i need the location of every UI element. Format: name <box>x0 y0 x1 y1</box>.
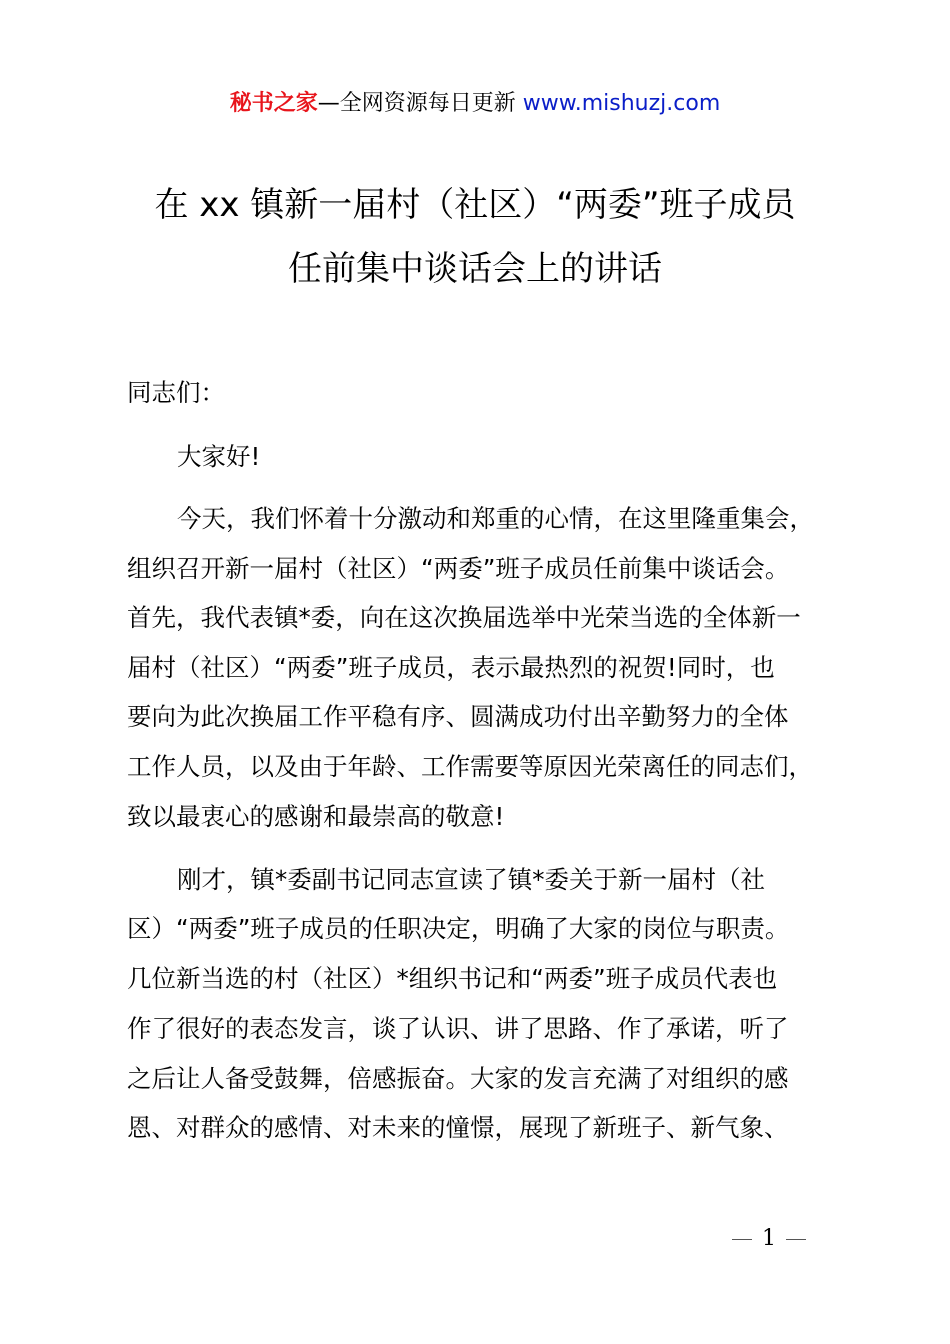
paragraph-line: 工作人员，以及由于年龄、工作需要等原因光荣离任的同志们， <box>127 752 813 781</box>
paragraph-line: 作了很好的表态发言，谈了认识、讲了思路、作了承诺，听了 <box>127 1014 789 1043</box>
page-number: 1 <box>762 1226 776 1251</box>
banner-slogan: —全网资源每日更新 <box>317 91 516 116</box>
paragraph-line: 刚才，镇*委副书记同志宣读了镇*委关于新一届村（社 <box>177 865 765 894</box>
site-banner <box>0 88 950 120</box>
paragraph-line: 要向为此次换届工作平稳有序、圆满成功付出辛勤努力的全体 <box>127 702 789 731</box>
paragraph-line: 之后让人备受鼓舞，倍感振奋。大家的发言充满了对组织的感 <box>127 1064 789 1093</box>
greeting: 大家好! <box>177 442 261 471</box>
paragraph-line: 几位新当选的村（社区）*组织书记和“两委”班子成员代表也 <box>127 964 778 993</box>
paragraph-line: 区）“两委”班子成员的任职决定，明确了大家的岗位与职责。 <box>127 914 790 943</box>
document-title-line-1: 在 xx 镇新一届村（社区）“两委”班子成员 <box>154 185 796 225</box>
paragraph-line: 恩、对群众的感情、对未来的憧憬，展现了新班子、新气象、 <box>127 1113 789 1142</box>
paragraph-line: 致以最衷心的感谢和最崇高的敬意! <box>127 802 505 831</box>
page-number-footer <box>722 1224 816 1254</box>
brand-name: 秘书之家 <box>229 91 318 116</box>
site-url-link[interactable]: www.mishuzj.com <box>522 91 721 116</box>
dash-right <box>786 1239 806 1240</box>
salutation: 同志们： <box>127 378 225 407</box>
document-title-line-2: 任前集中谈话会上的讲话 <box>288 249 662 289</box>
paragraph-line: 组织召开新一届村（社区）“两委”班子成员任前集中谈话会。 <box>127 554 790 583</box>
paragraph-line: 首先，我代表镇*委，向在这次换届选举中光荣当选的全体新一 <box>127 603 801 632</box>
dash-left <box>732 1239 752 1240</box>
paragraph-line: 届村（社区）“两委”班子成员，表示最热烈的祝贺!同时，也 <box>127 653 775 682</box>
paragraph-line: 今天，我们怀着十分激动和郑重的心情，在这里隆重集会， <box>177 504 814 533</box>
